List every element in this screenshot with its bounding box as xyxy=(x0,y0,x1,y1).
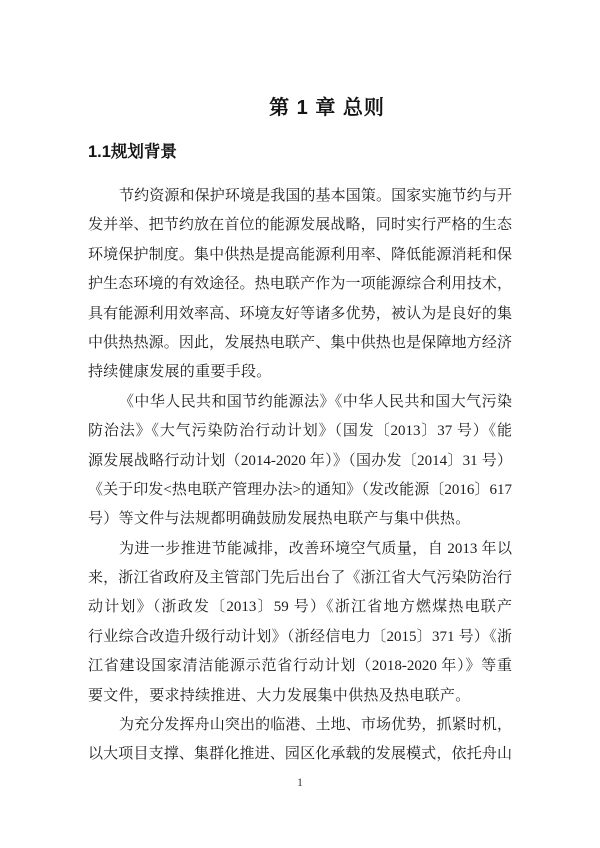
paragraph-2-line-3: 源发展战略行动计划（2014-2020 年）》（国办发〔2014〕31 号） xyxy=(88,452,512,469)
paragraph-1-line-1: 节约资源和保护环境是我国的基本国策。国家实施节约与开 xyxy=(119,188,512,204)
paragraph-1-line-6: 中供热热源。因此，发展热电联产、集中供热也是保障地方经济 xyxy=(88,334,512,351)
section-heading: 1.1规划背景 xyxy=(88,143,177,161)
paragraph-1-line-7: 持续健康发展的重要手段。 xyxy=(88,364,272,381)
paragraph-1 xyxy=(88,182,512,388)
paragraph-3-line-5: 江省建设国家清洁能源示范省行动计划（2018-2020 年）》等重 xyxy=(88,658,512,675)
paragraph-2 xyxy=(88,388,512,535)
paragraph-3-line-3: 动计划》（浙政发〔2013〕59 号）《浙江省地方燃煤热电联产 xyxy=(88,599,512,616)
paragraph-2-line-4: 《关于印发<热电联产管理办法>的通知》（发改能源〔2016〕617 xyxy=(88,481,512,498)
paragraph-4-line-1: 为充分发挥舟山突出的临港、土地、市场优势，抓紧时机， xyxy=(119,717,512,734)
paragraph-2-line-2: 防治法》《大气污染防治行动计划》（国发〔2013〕37 号）《能 xyxy=(88,423,512,440)
paragraph-3-line-4: 行业综合改造升级行动计划》（浙经信电力〔2015〕371 号）《浙 xyxy=(88,628,512,645)
paragraph-1-line-3: 环境保护制度。集中供热是提高能源利用率、降低能源消耗和保 xyxy=(88,246,512,263)
paragraph-1-line-4: 护生态环境的有效途径。热电联产作为一项能源综合利用技术， xyxy=(88,276,512,293)
paragraph-3 xyxy=(88,535,512,711)
paragraph-3-line-1: 为进一步推进节能减排，改善环境空气质量，自 2013 年以 xyxy=(119,540,512,557)
chapter-title: 第 1 章 总则 xyxy=(269,97,385,119)
paragraph-1-line-5: 具有能源利用效率高、环境友好等诸多优势，被认为是良好的集 xyxy=(88,305,512,322)
paragraph-3-line-2: 来，浙江省政府及主管部门先后出台了《浙江省大气污染防治行 xyxy=(88,570,512,587)
body-text xyxy=(88,182,512,770)
paragraph-4 xyxy=(88,711,512,770)
paragraph-4-line-2: 以大项目支撑、集群化推进、园区化承载的发展模式，依托舟山 xyxy=(88,746,512,763)
page-number: 1 xyxy=(297,777,303,789)
paragraph-2-line-1: 《中华人民共和国节约能源法》《中华人民共和国大气污染 xyxy=(119,393,512,410)
paragraph-3-line-6: 要文件，要求持续推进、大力发展集中供热及热电联产。 xyxy=(88,687,471,704)
paragraph-1-line-2: 发并举、把节约放在首位的能源发展战略，同时实行严格的生态 xyxy=(88,217,512,234)
paragraph-2-line-5: 号）等文件与法规都明确鼓励发展热电联产与集中供热。 xyxy=(88,511,471,528)
